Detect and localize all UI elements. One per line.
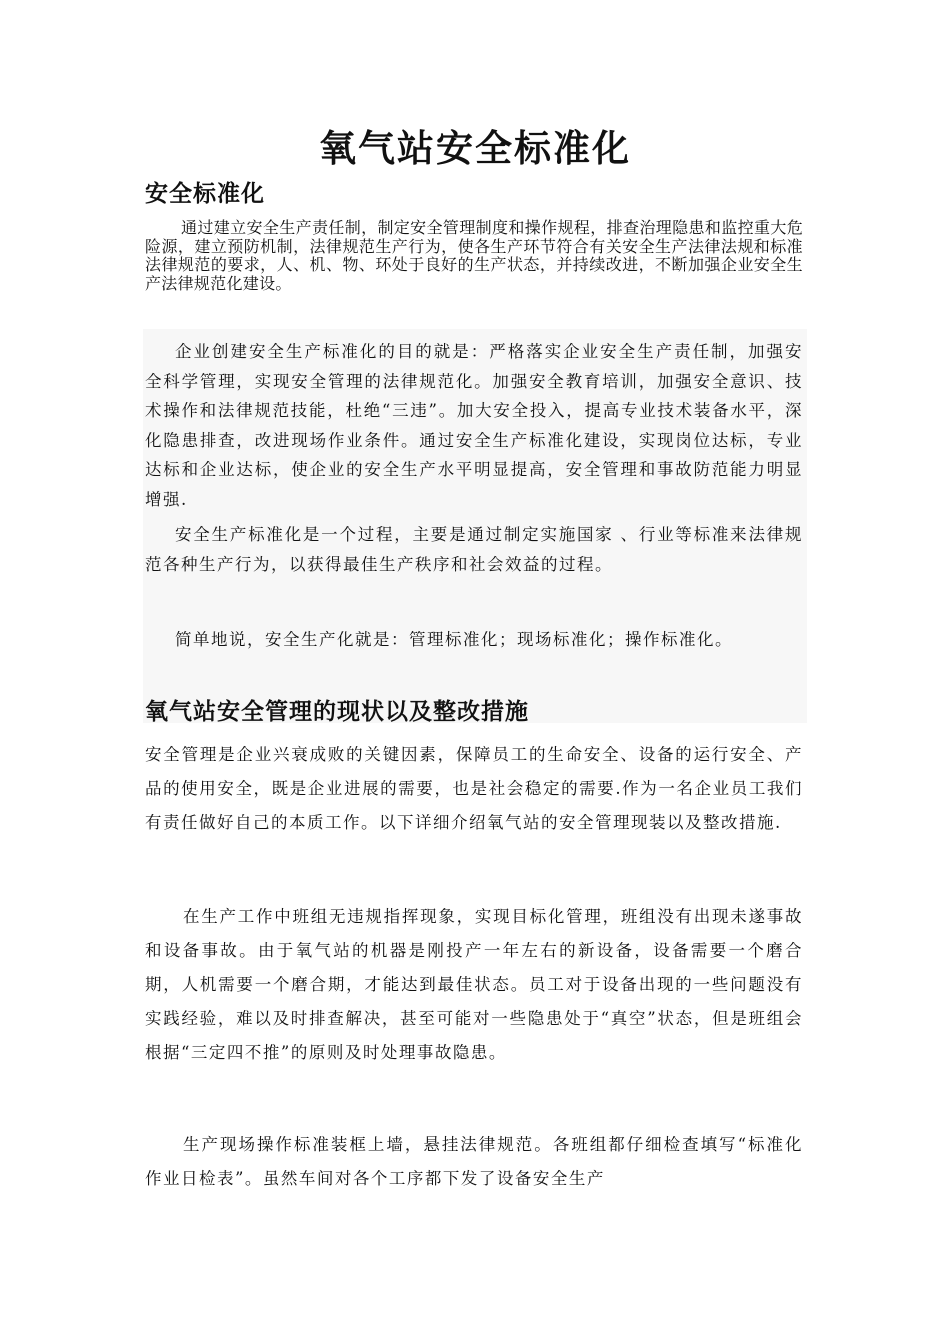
section-heading-safety-standardization: 安全标准化: [145, 180, 265, 207]
process-paragraph: 安全生产标准化是一个过程，主要是通过制定实施国家 、行业等标准来法律规范各种生产行为，以获得最佳生产秩序和社会效益的过程。: [145, 525, 803, 574]
summary-paragraph: 简单地说，安全生产化就是：管理标准化；现场标准化；操作标准化。: [175, 630, 733, 649]
section-heading-oxygen-station: 氧气站安全管理的现状以及整改措施: [145, 698, 529, 725]
current-status-paragraph: 在生产工作中班组无违规指挥现象，实现目标化管理，班组没有出现未遂事故和设备事故。由于氧气站的机器是刚投产一年左右的新设备，设备需要一个磨合期，人机需要一个磨合期，才能达到最佳状态。员工对于设备出现的一些问题没有实践经验，难以及时排查解决，甚至可能对一些隐患处于“真空”状态，但是班组会根据“三定四不推”的原则及时处理事故隐患。: [145, 907, 803, 1062]
intro-paragraph: 通过建立安全生产责任制，制定安全管理制度和操作规程，排查治理隐患和监控重大危险源，建立预防机制，法律规范生产行为，使各生产环节符合有关安全生产法律法规和标准法律规范的要求，人、机、物、环处于良好的生产状态，并持续改进，不断加强企业安全生产法律规范化建设。: [145, 218, 803, 293]
management-paragraph: 安全管理是企业兴衰成败的关键因素，保障员工的生命安全、设备的运行安全、产品的使用安全，既是企业进展的需要，也是社会稳定的需要.作为一名企业员工我们有责任做好自己的本质工作。以下详细介绍氧气站的安全管理现装以及整改措施.: [145, 745, 803, 832]
purpose-paragraph: 企业创建安全生产标准化的目的就是：严格落实企业安全生产责任制，加强安全科学管理，实现安全管理的法律规范化。加强安全教育培训，加强安全意识、技术操作和法律规范技能，杜绝“三违”。加大安全投入，提高专业技术装备水平，深化隐患排查，改进现场作业条件。通过安全生产标准化建设，实现岗位达标，专业达标和企业达标，使企业的安全生产水平明显提高，安全管理和事故防范能力明显增强.: [145, 342, 803, 509]
onsite-standards-paragraph: 生产现场操作标准装框上墙，悬挂法律规范。各班组都仔细检查填写“标准化作业日检表”。虽然车间对各个工序都下发了设备安全生产: [145, 1135, 803, 1188]
document-title: 氧气站安全标准化: [319, 126, 631, 170]
